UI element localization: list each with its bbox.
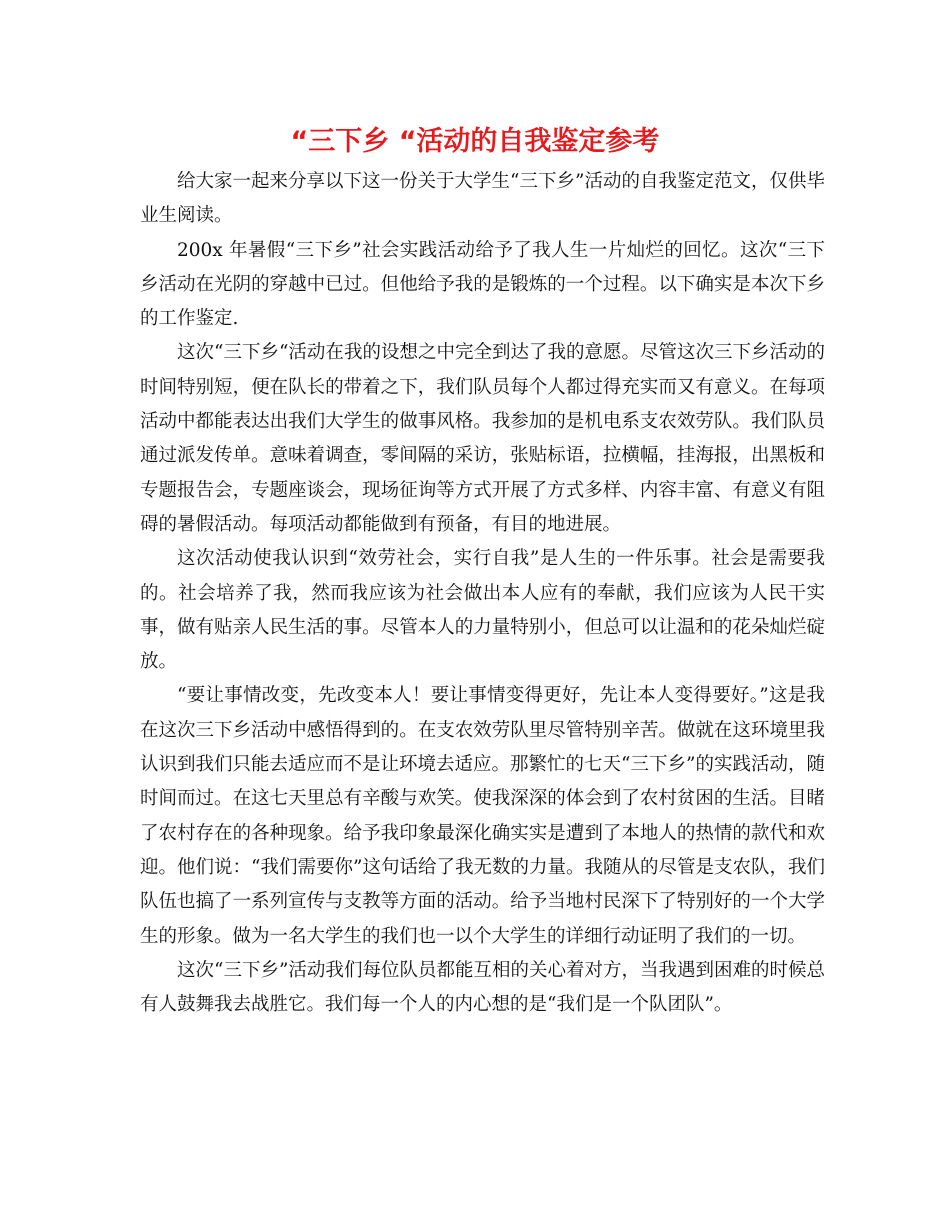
paragraph-teamwork: 这次“三下乡”活动我们每位队员都能互相的关心着对方，当我遇到困难的时候总有人鼓舞我去战胜它。我们每一个人的内心想的是“我们是一个队团队”。: [140, 959, 825, 1016]
paragraph-change-yourself: “要让事情改变，先改变本人！要让事情变得更好，先让本人变得要好。”这是我在这次三下乡活动中感悟得到的。在支农效劳队里尽管特别辛苦。做就在这环境里我认识到我们只能去适应而不是让环境去适应。那繁忙的七天“三下乡”的实践活动，随时间而过。在这七天里总有辛酸与欢笑。使我深深的体会到了农村贫困的生活。目睹了农村存在的各种现象。给予我印象最深化确实实是遭到了本地人的热情的款代和欢迎。他们说：“我们需要你”这句话给了我无数的力量。我随从的尽管是支农队，我们队伍也搞了一系列宣传与支教等方面的活动。给予当地村民深下了特别好的一个大学生的形象。做为一名大学生的我们也一以个大学生的详细行动证明了我们的一切。: [140, 685, 825, 947]
paragraph-serve-society: 这次活动使我认识到“效劳社会，实行自我”是人生的一件乐事。社会是需要我的。社会培养了我，然而我应该为社会做出本人应有的奉献，我们应该为人民干实事，做有贴亲人民生活的事。尽管本人的力量特别小，但总可以让温和的花朵灿烂碇放。: [140, 548, 825, 673]
paragraph-intro: 给大家一起来分享以下这一份关于大学生“三下乡”活动的自我鉴定范文，仅供毕业生阅读。: [140, 171, 825, 227]
document-title: “三下乡 “活动的自我鉴定参考: [290, 126, 660, 157]
paragraph-summer-memory: 200x 年暑假“三下乡”社会实践活动给予了我人生一片灿烂的回忆。这次“三下乡活动在光阴的穿越中已过。但他给予我的是锻炼的一个过程。以下确实是本次下乡的工作鉴定.: [140, 239, 825, 330]
paragraph-activities: 这次“三下乡“活动在我的设想之中完全到达了我的意愿。尽管这次三下乡活动的时间特别短，便在队长的带着之下，我们队员每个人都过得充实而又有意义。在每项活动中都能表达出我们大学生的做事风格。我参加的是机电系支农效劳队。我们队员通过派发传单。意味着调查，零间隔的采访，张贴标语，拉横幅，挂海报，出黑板和专题报告会，专题座谈会，现场征询等方式开展了方式多样、内容丰富、有意义有阻碍的暑假活动。每项活动都能做到有预备，有目的地进展。: [140, 342, 825, 535]
document-body: [140, 165, 825, 1022]
